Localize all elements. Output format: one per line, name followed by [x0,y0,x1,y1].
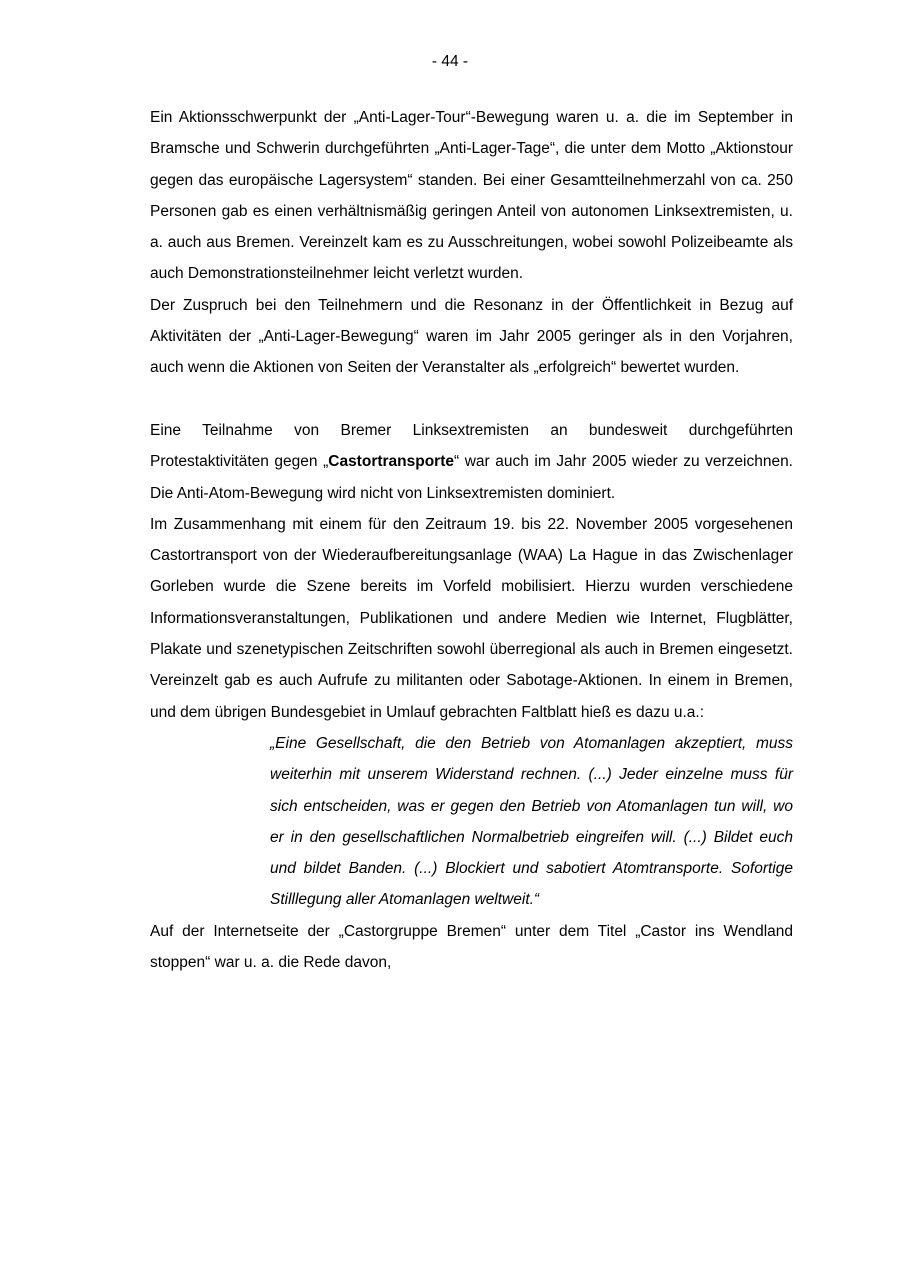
paragraph-anti-lager-tour: Ein Aktionsschwerpunkt der „Anti-Lager-Tour“-Bewegung waren u. a. die im September in Bramsche und Schwerin durchgeführten „Anti-Lager-Tage“, die unter dem Motto „Aktionstour gegen das europäische Lagersystem“ standen. Bei einer Gesamtteilnehmerzahl von ca. 250 Personen gab es einen verhältnismäßig geringen Anteil von autonomen Linksextremisten, u. a. auch aus Bremen. Vereinzelt kam es zu Ausschreitungen, wobei sowohl Polizeibeamte als auch Demonstrationsteilnehmer leicht verletzt wurden. [150,109,793,283]
leaflet-quote: „Eine Gesellschaft, die den Betrieb von Atomanlagen akzeptiert, muss weiterhin mit unserem Widerstand rechnen. (...) Jeder einzelne muss für sich entscheiden, was er gegen den Betrieb von Atomanlagen tun will, wo er in den gesellschaftlichen Normalbetrieb eingreifen will. (...) Bildet euch und bildet Banden. (...) Blockiert und sabotiert Atomtransporte. Sofortige Stilllegung aller Atomanlagen weltweit.“ [270,734,793,909]
paragraph-internetseite: Auf der Internetseite der „Castorgruppe Bremen“ unter dem Titel „Castor ins Wendland stoppen“ war u. a. die Rede davon, [150,922,793,972]
paragraph-spacer [150,384,793,415]
castor-bold-term: Castortransporte [328,453,454,471]
paragraph-castortransport-details: Im Zusammenhang mit einem für den Zeitraum 19. bis 22. November 2005 vorgesehenen Castortransport von der Wiederaufbereitungsanlage (WAA) La Hague in das Zwischenlager Gorleben wurde die Szene bereits im Vorfeld mobilisiert. Hierzu wurden verschiedene Informationsveranstaltungen, Publikationen und andere Medien wie Internet, Flugblätter, Plakate und szenetypischen Zeitschriften sowohl überregional als auch in Bremen eingesetzt. Vereinzelt gab es auch Aufrufe zu militanten oder Sabotage-Aktionen. In einem in Bremen, und dem übrigen Bundesgebiet in Umlauf gebrachten Faltblatt hieß es dazu u.a.: [150,515,793,721]
page-content [150,102,793,978]
paragraph-castortransporte-intro [150,415,793,509]
castor-text-before: Eine Teilnahme von Bremer Linksextremisten an bundesweit durchgeführten Protestaktivitäten gegen „ [150,421,793,471]
castor-text-after: “ war auch im Jahr 2005 wieder zu verzeichnen. Die Anti-Atom-Bewegung wird nicht von Linksextremisten dominiert. [150,453,793,502]
page-number: - 44 - [431,53,469,70]
paragraph-zuspruch-resonanz: Der Zuspruch bei den Teilnehmern und die Resonanz in der Öffentlichkeit in Bezug auf Aktivitäten der „Anti-Lager-Bewegung“ waren im Jahr 2005 geringer als in den Vorjahren, auch wenn die Aktionen von Seiten der Veranstalter als „erfolgreich“ bewertet wurden. [150,296,793,377]
